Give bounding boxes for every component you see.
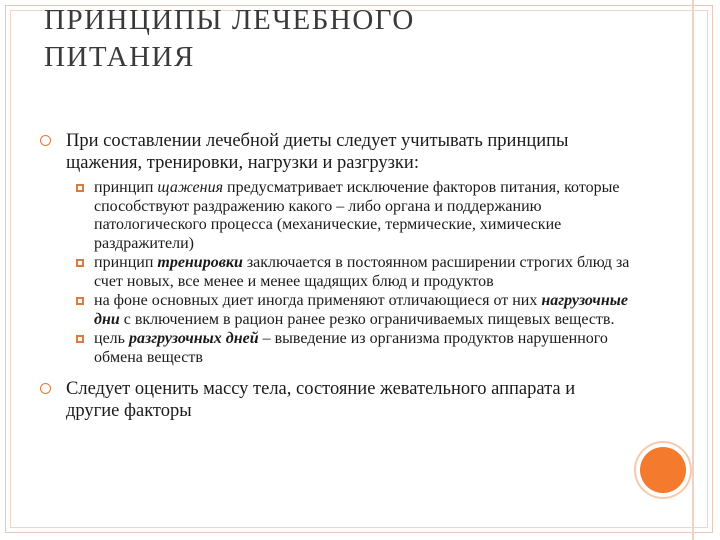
slide-title [44,2,644,76]
sub-bullet-1-term: щажения [157,179,223,196]
title-line-1: ПРИНЦИПЫ ЛЕЧЕБНОГО [44,4,415,36]
sub-bullet-3-pre: на фоне основных диет иногда применяют отличающиеся от них [94,292,542,309]
sub-bullet-1-pre: принцип [94,179,158,196]
bullet-main-2-text: Следует оценить массу тела, состояние жевательного аппарата и другие факторы [66,379,576,421]
title-line-2: ПИТАНИЯ [44,41,195,73]
ring-bullet-icon [40,135,51,146]
bullet-main-1 [40,130,630,174]
sub-bullet-2-post: заключается в постоянном расширении строгих блюд за счет новых, все менее и менее щадящих блюд и продуктов [94,254,630,290]
square-bullet-icon [76,335,84,343]
orange-circle-decoration [640,447,686,493]
sub-bullet-2-pre: принцип [94,254,158,271]
sub-bullet-4-pre: цель [94,330,129,347]
bullet-main-1-text: При составлении лечебной диеты следует учитывать принципы щажения, тренировки, нагрузки и разгрузки: [66,131,569,173]
sub-bullet-4-term: разгрузочных дней [128,330,259,347]
square-bullet-icon [76,184,84,192]
sub-bullet-4 [76,330,630,367]
sub-bullet-3-term: нагрузочные дни [94,292,628,328]
sub-bullet-3-post: с включением в рацион ранее резко ограничиваемых пищевых веществ. [119,310,615,328]
sub-bullet-1 [76,179,630,253]
square-bullet-icon [76,259,84,267]
sub-bullet-4-post: – выведение из организма продуктов нарушенного обмена веществ [94,330,608,366]
ring-bullet-icon [40,383,51,394]
square-bullet-icon [76,297,84,305]
sub-bullet-2 [76,254,630,291]
sub-bullet-list [76,179,630,367]
bullet-main-2 [40,378,630,422]
slide-content [40,130,630,422]
sub-bullet-2-term: тренировки [157,254,243,271]
decorative-vertical-rule [692,0,694,540]
sub-bullet-3 [76,292,630,329]
sub-bullet-1-post: предусматривает исключение факторов питания, которые способствуют раздражению какого – либо органа и поддержанию патологического процесса (механические, термические, химические раздражители) [94,179,620,252]
